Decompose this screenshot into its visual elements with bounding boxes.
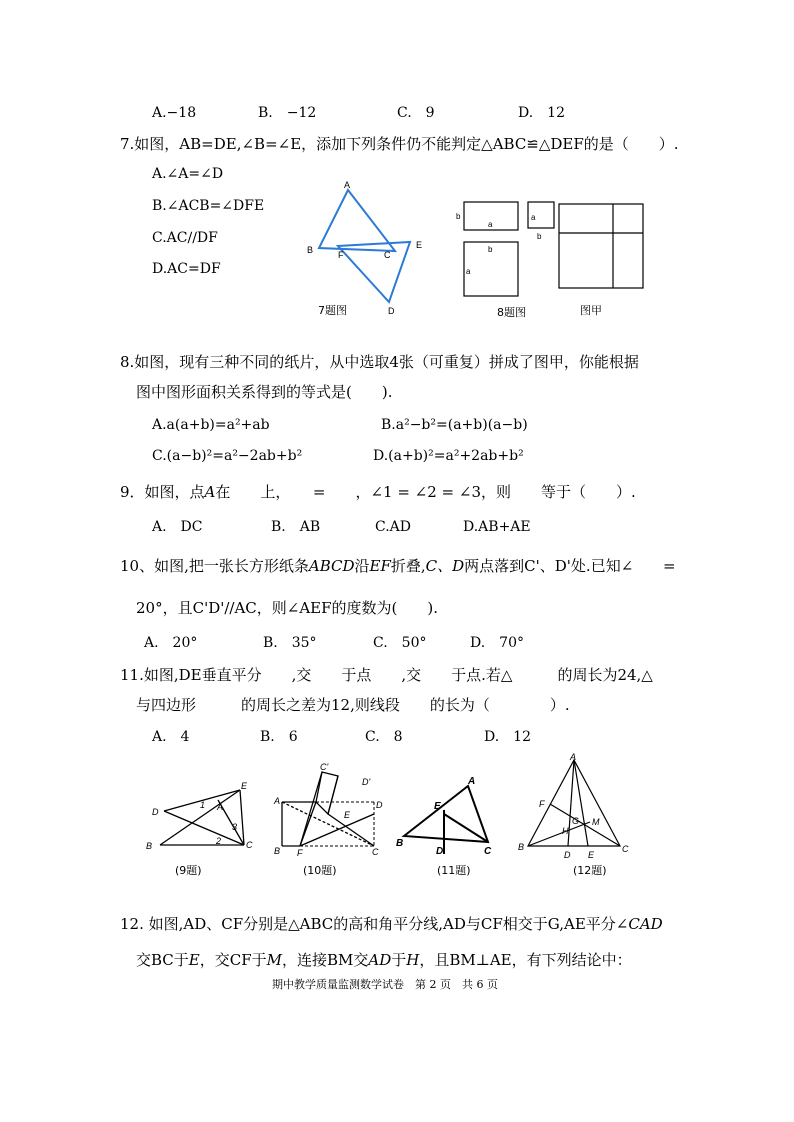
q12-point-h: H xyxy=(406,951,420,969)
label-d: D xyxy=(564,850,571,860)
page-footer: 期中教学质量监测数学试卷 第 2 页 共 6 页 xyxy=(272,978,498,991)
label-a1: a xyxy=(488,220,493,229)
q10-figure-caption: (10题) xyxy=(303,864,337,877)
label-b: B xyxy=(396,838,404,849)
q12-line2 xyxy=(136,950,632,970)
q7-figure-caption: 7题图 xyxy=(318,304,347,317)
label-e: E xyxy=(434,801,441,812)
q9-point-a: A xyxy=(204,483,216,501)
label-b: B xyxy=(274,846,281,856)
q12-figure-caption: (12题) xyxy=(573,864,607,877)
q10-figure xyxy=(270,760,390,860)
label-m: M xyxy=(592,817,600,827)
q6-option-a: A.−18 xyxy=(152,105,197,121)
q6-option-c: C. 9 xyxy=(397,105,435,121)
q8-option-c: C.(a−b)²=a²−2ab+b² xyxy=(152,448,303,464)
q11-option-d: D. 12 xyxy=(484,729,531,745)
q7-option-c: C.AC∕∕DF xyxy=(152,230,218,246)
label-a2: b xyxy=(488,245,493,254)
q8-figure-caption: 8题图 xyxy=(497,306,526,319)
composite-square xyxy=(559,204,643,288)
q10-option-d: D. 70° xyxy=(470,635,524,651)
label-a3: a xyxy=(466,267,471,276)
q12-text-1: 12. 如图,AD、CF分别是△ABC的高和角平分线,AD与CF相交于G,AE平分 xyxy=(120,915,616,933)
label-b1: b xyxy=(456,212,461,221)
label-d: D xyxy=(152,807,159,817)
q11-line2: 与四边形 的周长之差为12,则线段 的长为（ ）. xyxy=(136,696,570,714)
q10-text-3: 折叠, xyxy=(390,557,426,575)
label-d: D xyxy=(436,846,444,857)
label-d: D xyxy=(376,800,383,810)
q8-option-b: B.a²−b²=(a+b)(a−b) xyxy=(381,417,528,433)
q11-figure-caption: (11题) xyxy=(437,864,471,877)
q9-option-b: B. AB xyxy=(271,519,321,535)
q9-option-a: A. DC xyxy=(152,519,203,535)
q10-text-1: 10、如图,把一张长方形纸条 xyxy=(120,557,309,575)
label-f: F xyxy=(539,799,545,809)
q10-equals: = xyxy=(663,557,676,575)
q10-text-2: 沿 xyxy=(354,557,370,575)
q11-line1: 11.如图,DE垂直平分 ,交 于点 ,交 于点.若△ 的周长为24,△ xyxy=(120,666,653,684)
q10-option-c: C. 50° xyxy=(373,635,427,651)
q10-option-a: A. 20° xyxy=(144,635,198,651)
q8-figure xyxy=(450,196,650,301)
q10-abcd: ABCD xyxy=(308,557,355,575)
label-b2: a xyxy=(531,213,536,222)
label-d-prime: D' xyxy=(362,777,371,787)
q12-segment-ad: AD xyxy=(368,951,392,969)
q7-option-a: A.∠A=∠D xyxy=(152,166,224,182)
q8-option-a: A.a(a+b)=a²+ab xyxy=(152,417,270,433)
figure-jia-caption: 图甲 xyxy=(580,304,602,317)
q6-option-b: B. −12 xyxy=(258,105,317,121)
q12-text-2d: 于 xyxy=(391,951,407,969)
label-c: C xyxy=(384,250,391,260)
q11-option-b: B. 6 xyxy=(260,729,298,745)
q10-line1 xyxy=(120,556,633,576)
q10-cd: C、D xyxy=(425,557,465,575)
q12-text-2c: ，连接BM交 xyxy=(281,951,369,969)
q12-angle-cad: ∠CAD xyxy=(615,915,663,933)
label-f: F xyxy=(338,250,344,260)
label-c: C xyxy=(246,840,253,850)
label-b3: b xyxy=(537,232,542,241)
q12-text-2b: ，交CF于 xyxy=(199,951,267,969)
label-a: A xyxy=(274,796,281,806)
label-a: A xyxy=(468,776,476,787)
label-f: F xyxy=(297,848,303,858)
label-b: B xyxy=(146,841,153,851)
label-e: E xyxy=(416,240,423,250)
q10-text-4: 两点落到C'、D'处.已知∠ xyxy=(464,557,634,575)
label-e: E xyxy=(588,850,595,860)
q11-option-c: C. 8 xyxy=(365,729,403,745)
q10-ef: EF xyxy=(369,557,391,575)
label-e: E xyxy=(344,810,351,820)
q8-line2: 图中图形面积关系得到的等式是( ). xyxy=(136,383,393,401)
q9-text-1: 9．如图，点 xyxy=(120,483,205,501)
label-c: C xyxy=(372,847,379,857)
label-c-prime: C' xyxy=(320,762,329,772)
label-a: A xyxy=(217,802,224,812)
q9-text-2: 在 上， = ，∠1 = ∠2 = ∠3，则 等于（ ）. xyxy=(215,483,636,501)
q12-figure xyxy=(510,752,640,860)
q6-option-d: D. 12 xyxy=(518,105,565,121)
q9-option-c: C.AD xyxy=(375,519,411,535)
q12-point-m: M xyxy=(266,951,282,969)
angle-2: 2 xyxy=(216,836,222,846)
triangle-abc xyxy=(319,190,395,251)
q7-option-d: D.AC=DF xyxy=(152,261,221,277)
q11-figure xyxy=(392,774,502,864)
q9-figure-caption: (9题) xyxy=(175,864,202,877)
q8-option-d: D.(a+b)²=a²+2ab+b² xyxy=(373,448,524,464)
q9-option-d: D.AB+AE xyxy=(463,519,531,535)
q12-text-2e: ，且BM⊥AE，有下列结论中： xyxy=(419,951,632,969)
q7-option-b: B.∠ACB=∠DFE xyxy=(152,198,265,214)
angle-3: 3 xyxy=(232,822,238,832)
label-e: E xyxy=(241,781,248,791)
q10-line2: 20°，且C'D'//AC，则∠AEF的度数为( ). xyxy=(136,599,438,617)
q12-point-e: E xyxy=(188,951,200,969)
label-c: C xyxy=(622,844,629,854)
label-b: B xyxy=(307,245,314,255)
label-g: G xyxy=(572,816,580,826)
q10-option-b: B. 35° xyxy=(263,635,317,651)
label-h: H xyxy=(562,826,569,836)
label-c: C xyxy=(484,846,492,857)
q12-text-2a: 交BC于 xyxy=(136,951,189,969)
q12-line1 xyxy=(120,914,663,934)
label-a: A xyxy=(344,180,351,190)
label-b: B xyxy=(518,842,525,852)
q7-stem: 7.如图，AB=DE,∠B=∠E，添加下列条件仍不能判定△ABC≌△DEF的是（ ）. xyxy=(120,135,679,153)
q11-option-a: A. 4 xyxy=(152,729,190,745)
label-a: A xyxy=(570,752,577,762)
label-d: D xyxy=(388,306,395,316)
q9-stem xyxy=(120,482,636,502)
q8-line1: 8.如图，现有三种不同的纸片，从中选取4张（可重复）拼成了图甲，你能根据 xyxy=(120,353,639,371)
angle-1: 1 xyxy=(200,800,206,810)
